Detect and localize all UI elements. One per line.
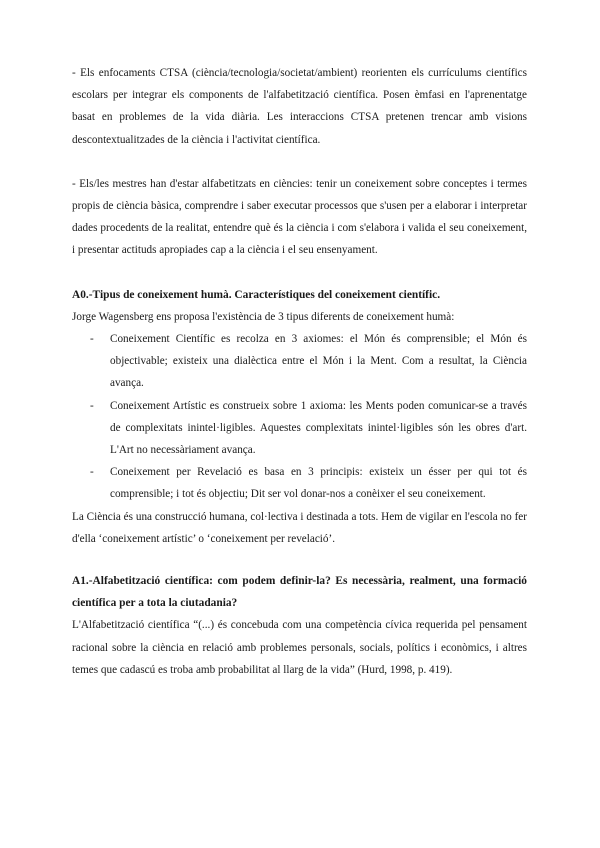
section-a0-intro: Jorge Wagensberg ens proposa l'existència de 3 tipus diferents de coneixement humà: bbox=[72, 310, 455, 323]
document-page bbox=[72, 62, 527, 681]
section-a1-heading: A1.-Alfabetització científica: com podem definir-la? Es necessària, realment, una formació científica per a tota la ciutadania? bbox=[72, 575, 527, 610]
bullet-text-revelation: Coneixement per Revelació es basa en 3 principis: existeix un ésser per qui tot és comprensible; i tot és objectiu; Dit ser vol donar-nos a conèixer el seu coneixement. bbox=[110, 466, 527, 501]
list-item bbox=[72, 328, 527, 395]
section-a0-closing: La Ciència és una construcció humana, col·lectiva i destinada a tots. Hem de vigilar en l'escola no fer d'ella ‘coneixement artístic’ o ‘coneixement per revelació’. bbox=[72, 510, 527, 545]
paragraph-ctsa: - Els enfocaments CTSA (ciència/tecnologia/societat/ambient) reorienten els currículums científics escolars per integrar els components de l'alfabetització científica. Posen èmfasi en l'aprenentatge basat en problemes de la vida diària. Les interaccions CTSA pretenen trencar amb visions descontextualitzades de la ciència i l'activitat científica. bbox=[72, 67, 527, 146]
knowledge-types-list bbox=[72, 328, 527, 506]
bullet-text-scientific: Coneixement Científic es recolza en 3 axiomes: el Món és comprensible; el Món és objectivable; existeix una dialèctica entre el Món i la Ment. Com a resultat, la Ciència avança. bbox=[110, 333, 527, 390]
section-a0-heading: A0.-Tipus de coneixement humà. Característiques del coneixement científic. bbox=[72, 288, 441, 301]
list-item bbox=[72, 395, 527, 462]
paragraph-mestres: - Els/les mestres han d'estar alfabetitzats en ciències: tenir un coneixement sobre conceptes i termes propis de ciència bàsica, comprendre i saber executar processos que s'usen per a elaborar i interpretar dades procedents de la realitat, entendre què és la ciència i com s'elabora i valida el seu coneixement, i presentar actituds apropiades cap a la ciència i el seu ensenyament. bbox=[72, 177, 527, 257]
bullet-text-artistic: Coneixement Artístic es construeix sobre 1 axioma: les Ments poden comunicar-se a través de complexitats inintel·ligibles. Aquestes complexitats inintel·ligibles són les obres d'art. L'Art no necessàriament avança. bbox=[110, 399, 527, 457]
list-item bbox=[72, 461, 527, 505]
bullet-dash: - bbox=[90, 399, 94, 412]
bullet-dash: - bbox=[90, 333, 94, 346]
section-a1-body: L'Alfabetització científica “(...) és concebuda com una competència cívica requerida pel pensament racional sobre la ciència en relació amb problemes personals, socials, polítics i econòmics, i altres temes que cadascú es troba amb probabilitat al llarg de la vida” (Hurd, 1998, p. 419). bbox=[72, 619, 527, 676]
bullet-dash: - bbox=[90, 466, 94, 479]
